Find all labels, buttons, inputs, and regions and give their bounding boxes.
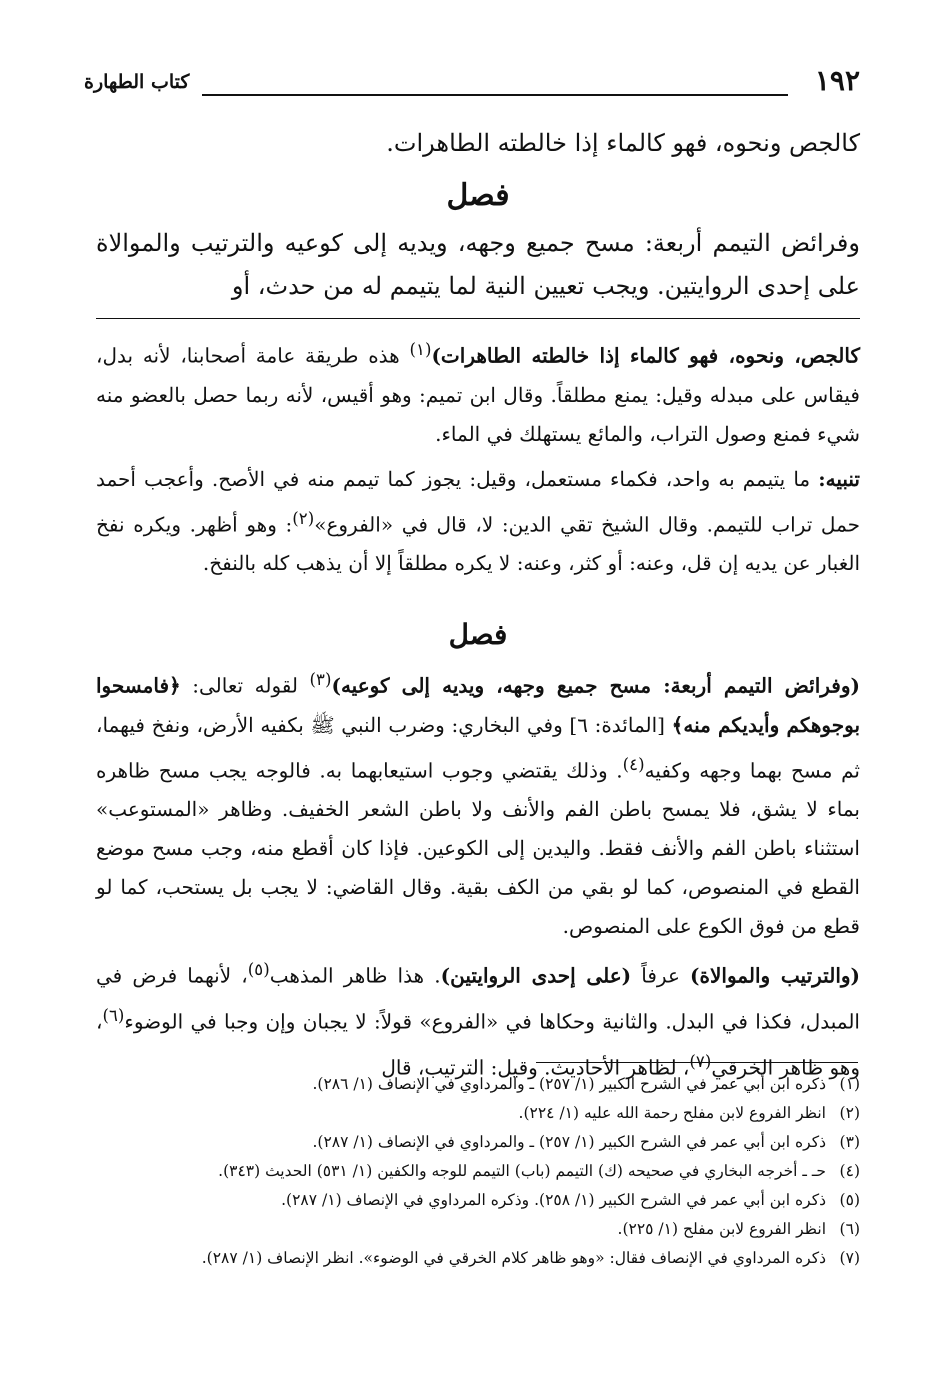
footnote-number: (٥)	[839, 1191, 860, 1209]
footnote-number: (٢)	[839, 1104, 860, 1122]
commentary-text: ، وهو ظاهر الخرقي	[96, 1009, 860, 1080]
footnote-number: (١)	[839, 1075, 860, 1093]
footnote-7	[96, 1244, 860, 1273]
footnote-text: انظر الفروع لابن مفلح (١/ ٢٢٥).	[617, 1220, 826, 1238]
footnote-4	[96, 1157, 860, 1186]
commentary-text: ، لأنهما فرض في المبدل، فكذا في البدل. والثانية وحكاها في «الفروع» قولاً: لا يجبان وإن وجبا في الوضوء	[96, 963, 860, 1034]
footnote-ref: (٢)	[292, 508, 315, 528]
commentary-text: ما يتيمم به واحد، فكماء مستعمل، وقيل: يجوز كما تيمم منه في الأصح. وأعجب أحمد حمل تراب للتيمم. وقال الشيخ تقي الدين: لا، قال في «الفروع»	[96, 466, 860, 537]
commentary-quote: (وفرائض التيمم أربعة: مسح جميع وجهه، ويديه إلى كوعيه)	[331, 673, 860, 698]
matn-body-text: وفرائض التيمم أربعة: مسح جميع وجهه، ويديه إلى كوعيه والترتيب والموالاة على إحدى الروايتين. ويجب تعيين النية لما يتيمم له من حدث، أو	[96, 229, 860, 300]
footnote-text: انظر الفروع لابن مفلح رحمة الله عليه (١/ ٢٢٤).	[518, 1104, 826, 1122]
commentary-block-2	[96, 660, 860, 1087]
commentary-paragraph-2	[96, 460, 860, 584]
commentary-quote: كالجص، ونحوه، فهو كالماء إذا خالطته الطاهرات)	[431, 343, 860, 368]
footnote-text: ذكره المرداوي في الإنصاف فقال: «وهو ظاهر كلام الخرقي في الوضوء». انظر الإنصاف (١/ ٢٨٧).	[201, 1249, 826, 1267]
footnote-ref: (٧)	[689, 1051, 712, 1071]
commentary-text: . وذلك يقتضي وجوب استيعابهما به. فالوجه يجب مسح ظاهره بماء لا يشق، فلا يمسح باطن الفم والأنف ولا باطن الشعر الخفيف. وظاهر «المستوعب» استثناء باطن الفم والأنف فقط. واليدين إلى الكوعين. فإذا كان أقطع منه، وجب مسح موضع القطع في المنصوص، كما لو بقي من الكف بقية. وقال القاضي: لا يجب بل يستحب، كما لو قطع من فوق الكوع على المنصوص.	[96, 758, 860, 939]
commentary-text: . هذا ظاهر المذهب	[269, 963, 441, 988]
header-rule	[202, 94, 788, 96]
tanbih-label: تنبيه:	[818, 466, 860, 491]
footnote-number: (٤)	[839, 1162, 860, 1180]
footnote-ref: (١)	[409, 340, 432, 359]
footnote-ref: (٦)	[102, 1005, 125, 1025]
page-header	[84, 64, 860, 100]
commentary-paragraph-4	[96, 950, 860, 1087]
commentary-text: : وهو أظهر. ويكره نفخ الغبار عن يديه إن قل، وعنه: أو كثر، وعنه: لا يكره مطلقاً إلا أن يذهب كله بالنفخ.	[96, 512, 860, 576]
footnote-number: (٦)	[839, 1220, 860, 1238]
footnote-number: (٧)	[839, 1249, 860, 1267]
commentary-text: لقوله تعالى:	[180, 673, 310, 698]
footnote-number: (٣)	[839, 1133, 860, 1151]
matn-intro	[96, 122, 860, 165]
footnote-2	[96, 1099, 860, 1128]
footnote-6	[96, 1215, 860, 1244]
matn-section-heading: فصل	[446, 178, 510, 213]
footnote-ref: (٣)	[309, 670, 332, 689]
page-number: ١٩٢	[814, 64, 860, 97]
footnote-separator	[536, 1062, 858, 1063]
commentary-text: عرفاً	[631, 963, 691, 988]
footnote-text: ذكره ابن أبي عمر في الشرح الكبير (١/ ٢٥٨). وذكره المرداوي في الإنصاف (١/ ٢٨٧).	[281, 1191, 826, 1209]
quran-verse: ﴿فامسحوا بوجوهكم وأيديكم منه﴾	[96, 673, 861, 737]
footnote-text: ذكره ابن أبي عمر في الشرح الكبير (١/ ٢٥٧) ـ والمرداوي في الإنصاف (١/ ٢٨٧).	[312, 1133, 826, 1151]
footnote-text: حـ ـ أخرجه البخاري في صحيحه (ك) التيمم (باب) التيمم للوجه والكفين (١/ ٥٣١) الحديث (٣٤٣).	[218, 1162, 826, 1180]
commentary-text: ، لظاهر الأحاديث. وقيل: الترتيب، قال	[381, 1055, 690, 1080]
book-title: كتاب الطهارة	[84, 71, 190, 93]
footnote-5	[96, 1186, 860, 1215]
matn-separator	[96, 318, 860, 319]
commentary-text: هذه طريقة عامة أصحابنا، لأنه بدل، فيقاس على مبدله وقيل: يمنع مطلقاً. وقال ابن تميم: وهو أقيس، لأنه ربما حصل بالعضو منه شيء فمنع وصول التراب، والمائع يستهلك في الماء.	[96, 343, 860, 446]
footnote-text: ذكره ابن أبي عمر في الشرح الكبير (١/ ٢٥٧) ـ والمرداوي في الإنصاف (١/ ٢٨٦).	[312, 1075, 826, 1093]
footnotes	[96, 1070, 860, 1273]
footnote-1	[96, 1070, 860, 1099]
commentary-paragraph-1	[96, 330, 860, 454]
matn-intro-text: كالجص ونحوه، فهو كالماء إذا خالطته الطاهرات.	[386, 129, 860, 157]
commentary-text: [المائدة: ٦] وفي البخاري: وضرب النبي ﷺ بكفيه الأرض، ونفخ فيهما، ثم مسح بهما وجهه وكفيه	[96, 712, 860, 783]
footnote-3	[96, 1128, 860, 1157]
footnote-ref: (٤)	[622, 754, 645, 774]
commentary-paragraph-3	[96, 660, 860, 946]
footnote-ref: (٥)	[247, 960, 270, 980]
commentary-section-heading: فصل	[448, 618, 508, 651]
matn-body	[96, 222, 860, 308]
commentary-block-1	[96, 330, 860, 583]
commentary-quote: (والترتيب والموالاة)	[690, 963, 860, 988]
commentary-quote: (على إحدى الروايتين)	[440, 963, 632, 988]
